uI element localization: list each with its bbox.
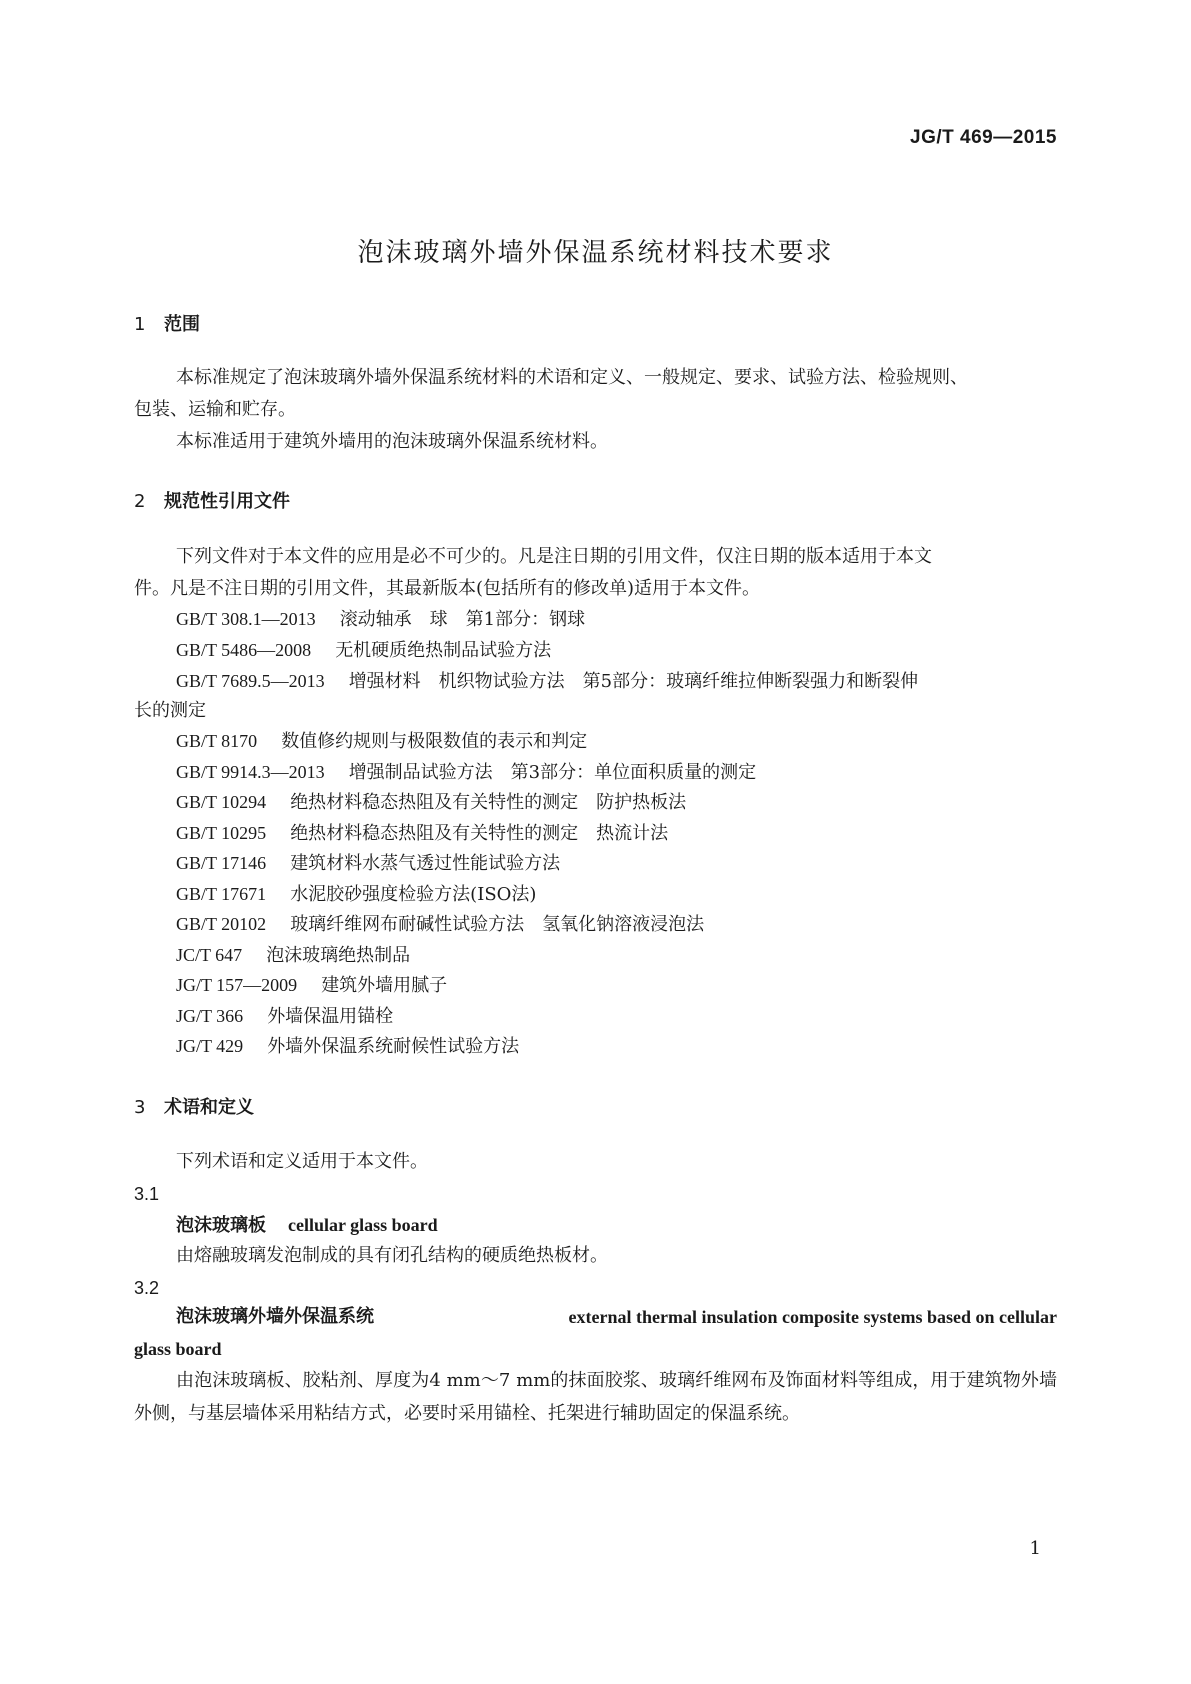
reference-code: GB/T 7689.5—2013 <box>176 671 325 691</box>
section-number: 3 <box>134 1097 146 1118</box>
section-2-heading <box>134 487 290 513</box>
reference-item <box>176 1000 393 1033</box>
reference-code: GB/T 17146 <box>176 853 267 873</box>
reference-title: 滚动轴承 球 第1部分：钢球 <box>339 609 586 630</box>
reference-title: 玻璃纤维网布耐碱性试验方法 氢氧化钠溶液浸泡法 <box>290 914 705 935</box>
reference-code: JG/T 366 <box>176 1006 244 1026</box>
term-en: cellular glass board <box>288 1215 438 1235</box>
section-title: 规范性引用文件 <box>164 491 290 512</box>
reference-item <box>176 786 686 819</box>
reference-title: 水泥胶砂强度检验方法(ISO法) <box>290 884 537 905</box>
reference-continuation: 长的测定 <box>134 700 206 721</box>
reference-code: JG/T 429 <box>176 1036 244 1056</box>
section-title: 范围 <box>164 314 200 335</box>
reference-item <box>176 939 410 972</box>
reference-code: GB/T 17671 <box>176 884 267 904</box>
reference-item <box>176 878 536 911</box>
reference-code: JC/T 647 <box>176 945 243 965</box>
clause-number: 3.1 <box>134 1184 160 1204</box>
standard-number: JG/T 469—2015 <box>910 127 1057 148</box>
reference-code: GB/T 8170 <box>176 731 258 751</box>
section-number: 2 <box>134 491 146 512</box>
reference-item <box>176 634 551 667</box>
reference-code: JG/T 157—2009 <box>176 975 298 995</box>
paragraph: 包装、运输和贮存。 <box>134 399 296 420</box>
term-en: external thermal insulation composite systems based on cellular <box>568 1307 1057 1327</box>
page-number: 1 <box>1029 1538 1041 1559</box>
reference-item <box>176 908 704 941</box>
paragraph: 下列术语和定义适用于本文件。 <box>176 1151 428 1172</box>
reference-title: 增强制品试验方法 第3部分：单位面积质量的测定 <box>348 762 757 783</box>
term-zh: 泡沫玻璃板 <box>176 1215 266 1236</box>
section-3-heading <box>134 1093 254 1119</box>
reference-item <box>176 817 668 850</box>
reference-title: 外墙外保温系统耐候性试验方法 <box>267 1036 520 1057</box>
reference-item <box>176 603 585 636</box>
paragraph: 件。凡是不注日期的引用文件，其最新版本(包括所有的修改单)适用于本文件。 <box>134 578 761 599</box>
section-number: 1 <box>134 314 146 335</box>
reference-code: GB/T 10294 <box>176 792 267 812</box>
term-entry <box>176 1301 1057 1333</box>
term-en-continuation: glass board <box>134 1339 222 1359</box>
reference-title: 无机硬质绝热制品试验方法 <box>335 640 552 661</box>
reference-item <box>176 969 447 1002</box>
term-definition: 由熔融玻璃发泡制成的具有闭孔结构的硬质绝热板材。 <box>176 1245 608 1266</box>
reference-code: GB/T 10295 <box>176 823 267 843</box>
document-title: 泡沫玻璃外墙外保温系统材料技术要求 <box>357 238 834 268</box>
section-title: 术语和定义 <box>164 1097 254 1118</box>
reference-item <box>176 665 918 698</box>
term-zh: 泡沫玻璃外墙外保温系统 <box>176 1306 374 1327</box>
reference-item <box>176 847 560 880</box>
reference-item <box>176 756 756 789</box>
reference-code: GB/T 9914.3—2013 <box>176 762 325 782</box>
reference-code: GB/T 5486—2008 <box>176 640 312 660</box>
section-1-heading <box>134 310 200 336</box>
paragraph: 下列文件对于本文件的应用是必不可少的。凡是注日期的引用文件，仅注日期的版本适用于本文 <box>176 546 932 567</box>
reference-title: 绝热材料稳态热阻及有关特性的测定 防护热板法 <box>290 792 687 813</box>
reference-title: 泡沫玻璃绝热制品 <box>266 945 411 966</box>
term-entry <box>176 1209 438 1242</box>
reference-title: 外墙保温用锚栓 <box>267 1006 394 1027</box>
reference-item <box>176 1030 519 1063</box>
reference-code: GB/T 308.1—2013 <box>176 609 316 629</box>
reference-title: 增强材料 机织物试验方法 第5部分：玻璃纤维拉伸断裂强力和断裂伸 <box>348 671 919 692</box>
reference-title: 建筑材料水蒸气透过性能试验方法 <box>290 853 561 874</box>
paragraph: 本标准适用于建筑外墙用的泡沫玻璃外保温系统材料。 <box>176 431 608 452</box>
reference-code: GB/T 20102 <box>176 914 267 934</box>
clause-number: 3.2 <box>134 1278 160 1298</box>
reference-title: 建筑外墙用腻子 <box>321 975 448 996</box>
term-definition: 由泡沫玻璃板、胶粘剂、厚度为4 mm～7 mm的抹面胶浆、玻璃纤维网布及饰面材料等组成，用于建筑物外墙外侧，与基层墙体采用粘结方式，必要时采用锚栓、托架进行辅助固定的保温系统。 <box>134 1370 1057 1424</box>
reference-title: 数值修约规则与极限数值的表示和判定 <box>281 731 588 752</box>
reference-item <box>176 725 587 758</box>
reference-title: 绝热材料稳态热阻及有关特性的测定 热流计法 <box>290 823 669 844</box>
paragraph: 本标准规定了泡沫玻璃外墙外保温系统材料的术语和定义、一般规定、要求、试验方法、检验规则、 <box>176 367 968 388</box>
